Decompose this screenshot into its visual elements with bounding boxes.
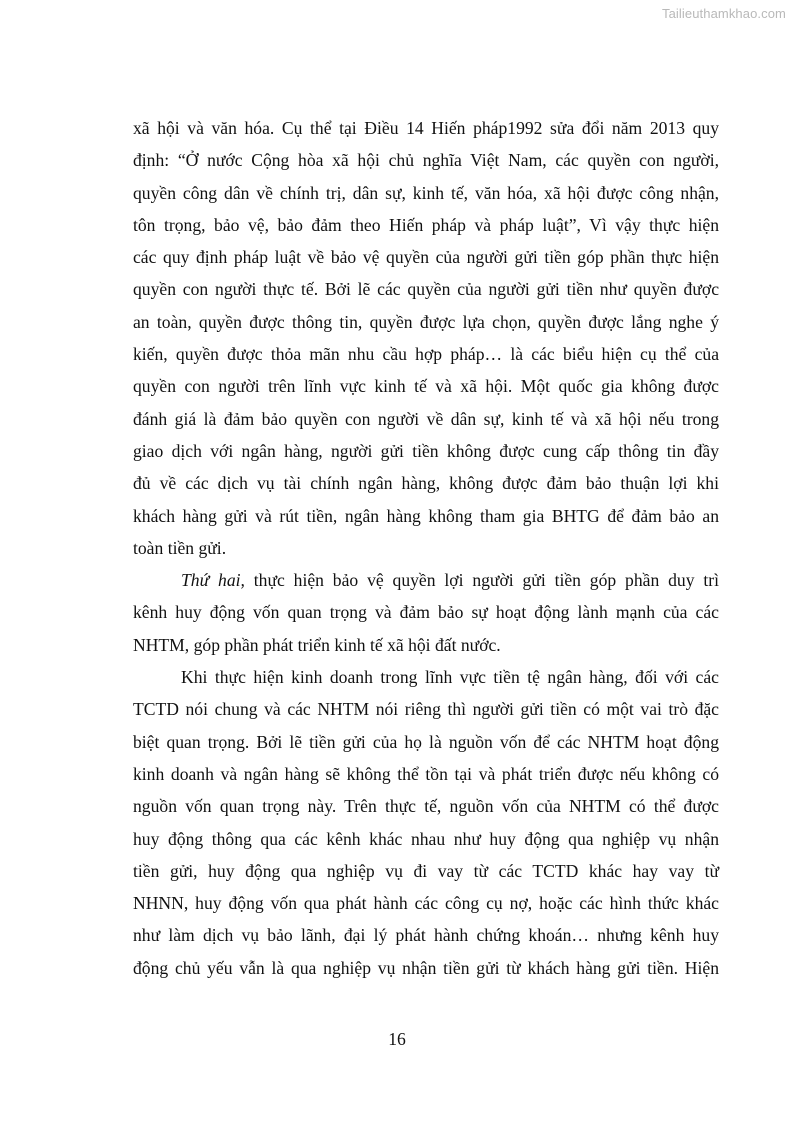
text-line: như làm dịch vụ bảo lãnh, đại lý phát hành chứng khoán… nhưng kênh huy: [133, 925, 719, 946]
italic-lead: Thứ hai,: [181, 570, 245, 591]
paragraph-2: [133, 564, 719, 661]
text-line: quyền công dân về chính trị, dân sự, kinh tế, văn hóa, xã hội được công nhận,: [133, 182, 719, 203]
text-line: các quy định pháp luật về bảo vệ quyền của người gửi tiền góp phần thực hiện: [133, 247, 719, 268]
text-line: kinh doanh và ngân hàng sẽ không thể tồn tại và phát triển được nếu không có: [133, 763, 719, 784]
document-body: [133, 112, 719, 984]
text-line: đủ về các dịch vụ tài chính ngân hàng, không được đảm bảo thuận lợi khi: [133, 473, 719, 494]
text-line: tiền gửi, huy động qua nghiệp vụ đi vay từ các TCTD khác hay vay từ: [133, 860, 719, 881]
text-line: xã hội và văn hóa. Cụ thể tại Điều 14 Hiến pháp1992 sửa đổi năm 2013 quy: [133, 118, 719, 138]
text-line: nguồn vốn quan trọng này. Trên thực tế, nguồn vốn của NHTM có thể được: [133, 796, 719, 817]
text-line: giao dịch với ngân hàng, người gửi tiền không được cung cấp thông tin đầy: [133, 440, 719, 461]
text-line: Khi thực hiện kinh doanh trong lĩnh vực tiền tệ ngân hàng, đối với các: [181, 667, 719, 688]
text-line: NHNN, huy động vốn qua phát hành các công cụ nợ, hoặc các hình thức khác: [133, 893, 719, 914]
paragraph-1: [133, 112, 719, 564]
text-line: quyền con người trên lĩnh vực kinh tế và xã hội. Một quốc gia không được: [133, 376, 719, 397]
text-line: kênh huy động vốn quan trọng và đảm bảo sự hoạt động lành mạnh của các: [133, 602, 719, 623]
paragraph-3: [133, 661, 719, 984]
text-line: động chủ yếu vẫn là qua nghiệp vụ nhận tiền gửi từ khách hàng gửi tiền. Hiện: [133, 957, 719, 978]
text-line: TCTD nói chung và các NHTM nói riêng thì người gửi tiền có một vai trò đặc: [133, 699, 719, 720]
text-line: [133, 564, 719, 596]
text-line: đánh giá là đảm bảo quyền con người về dân sự, kinh tế và xã hội nếu trong: [133, 408, 719, 429]
text-line: an toàn, quyền được thông tin, quyền được lựa chọn, quyền được lắng nghe ý: [133, 311, 719, 332]
text-line: huy động thông qua các kênh khác nhau như huy động qua nghiệp vụ nhận: [133, 828, 719, 849]
text-span: thực hiện bảo vệ quyền lợi người gửi tiền góp phần duy trì: [244, 570, 719, 591]
text-line: định: “Ở nước Cộng hòa xã hội chủ nghĩa Việt Nam, các quyền con người,: [133, 150, 719, 171]
text-line: tôn trọng, bảo vệ, bảo đảm theo Hiến pháp và pháp luật”, Vì vậy thực hiện: [133, 214, 719, 235]
page-number: 16: [388, 1029, 406, 1049]
text-line: toàn tiền gửi.: [133, 537, 227, 558]
watermark: Tailieuthamkhao.com: [661, 6, 786, 21]
text-line: kiến, quyền được thỏa mãn nhu cầu hợp pháp… là các biểu hiện cụ thể của: [133, 344, 719, 365]
text-line: khách hàng gửi và rút tiền, ngân hàng không tham gia BHTG để đảm bảo an: [133, 505, 719, 526]
text-line: biệt quan trọng. Bởi lẽ tiền gửi của họ là nguồn vốn để các NHTM hoạt động: [133, 731, 719, 752]
text-line: NHTM, góp phần phát triển kinh tế xã hội đất nước.: [133, 634, 501, 655]
text-line: quyền con người thực tế. Bởi lẽ các quyền của người gửi tiền như quyền được: [133, 279, 719, 300]
